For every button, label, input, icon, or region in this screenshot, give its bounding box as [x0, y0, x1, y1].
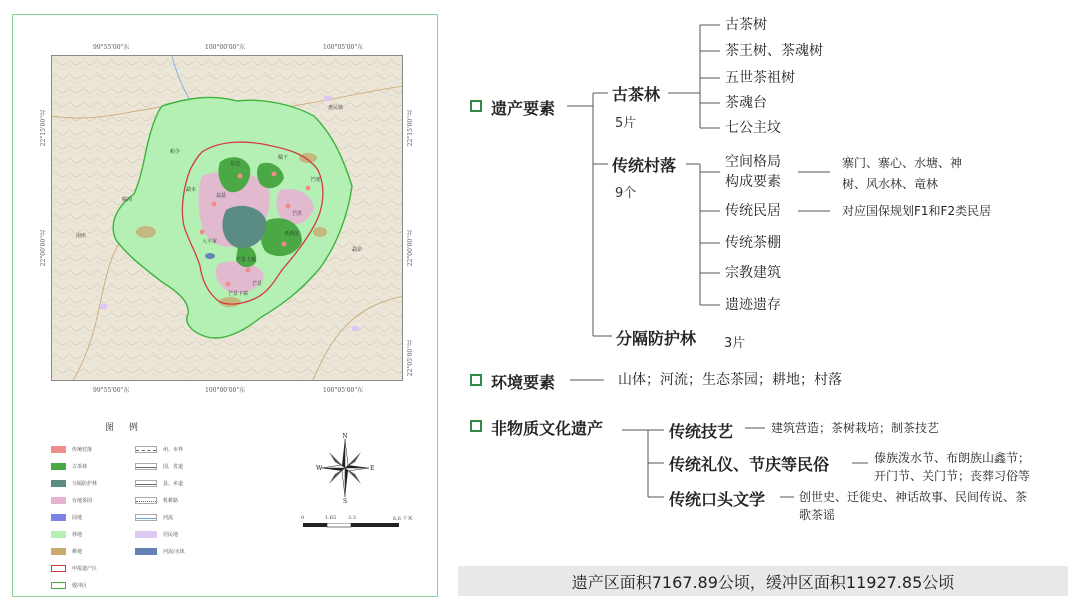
environment-elements-title: 环境要素 — [491, 373, 556, 392]
legend-label: 分隔防护林 — [72, 481, 98, 487]
coord-right-3: 22°05'00"北 — [407, 340, 414, 377]
intangible-bullet-icon — [470, 420, 482, 432]
scale-label-2: 3.3 — [348, 515, 356, 521]
map-place-label: 芒洪 — [292, 211, 303, 217]
legend-label: 国、省道 — [163, 464, 184, 470]
area-summary-text: 遗产区面积7167.89公顷，缓冲区面积11927.85公顷 — [571, 572, 955, 592]
legend-label: 园地 — [72, 515, 83, 521]
legend-label: 台地茶园 — [72, 498, 93, 504]
map-place-label: 勐昂 — [352, 247, 363, 253]
compass-s: S — [342, 498, 348, 503]
spatial-layout-line1: 空间格局 — [725, 154, 781, 170]
spatial-layout-detail-line2: 树、风水林、竜林 — [842, 177, 939, 191]
scale-label-1: 1.65 — [325, 515, 337, 521]
protective-forest-title: 分隔防护林 — [616, 329, 697, 348]
protective-forest-count: 3片 — [724, 336, 746, 351]
ancient-tea-forest-count: 5片 — [615, 116, 637, 131]
map-place-label: 老酒房 — [284, 231, 300, 237]
legend-label: 州、市界 — [163, 447, 184, 453]
legend-label: 耕地 — [72, 549, 83, 555]
map-place-label: 南座 — [76, 233, 87, 239]
environment-detail: 山体；河流；生态茶园；耕地；村落 — [618, 372, 842, 388]
traditional-skills-title: 传统技艺 — [669, 422, 734, 441]
legend-label: 申报遗产区 — [72, 566, 98, 572]
legend-label: 河流 — [163, 515, 174, 521]
heritage-elements-title: 遗产要素 — [491, 99, 556, 118]
coord-bottom-3: 100°05'00"东 — [323, 387, 364, 394]
area-summary-bar — [458, 566, 1068, 596]
oral-literature-detail-line1: 创世史、迁徙史、神话故事、民间传说、茶 — [799, 490, 1028, 504]
map-place-label: 翁基 — [216, 193, 227, 199]
religious-building: 宗教建筑 — [725, 265, 781, 281]
coord-top-1: 99°55'00"东 — [93, 44, 130, 51]
map-place-label: 芒景下寨 — [228, 291, 249, 297]
legend-label: 林地 — [72, 532, 83, 538]
ancient-tea-item-3: 五世茶祖树 — [725, 70, 795, 86]
traditional-village-title: 传统村落 — [612, 156, 677, 175]
ancient-tea-item-5: 七公主坟 — [725, 120, 781, 136]
compass-n: N — [342, 433, 348, 440]
spatial-layout-line2: 构成要素 — [725, 174, 781, 190]
coord-right-2: 22°00'00"北 — [407, 230, 414, 267]
map-place-label: 勐本 — [186, 187, 197, 193]
coord-left-2: 22°00'00"北 — [40, 230, 47, 267]
coord-top-2: 100°00'00"东 — [205, 44, 246, 51]
legend-label: 古茶林 — [72, 464, 88, 470]
map-place-label: 芒景 — [252, 281, 263, 287]
intangible-heritage-title: 非物质文化遗产 — [491, 419, 604, 438]
legend-label: 河流/水体 — [163, 549, 185, 555]
legend-label: 缓冲区 — [72, 583, 88, 589]
legend-label: 县、乡道 — [163, 481, 184, 487]
map-place-label: 芒埂 — [310, 177, 321, 183]
coord-top-3: 100°05'00"东 — [323, 44, 364, 51]
traditional-dwelling: 传统民居 — [725, 203, 781, 219]
coord-left-1: 22°15'00"北 — [40, 110, 47, 147]
spatial-layout-detail-line1: 寨门、寨心、水塘、神 — [842, 156, 963, 170]
compass-e: E — [370, 465, 375, 472]
coord-bottom-1: 99°55'00"东 — [93, 387, 130, 394]
relics-remains: 遗迹遗存 — [725, 297, 781, 313]
map-place-label: 景迈 — [230, 161, 241, 167]
traditional-skills-detail: 建筑营造；茶树栽培；制茶技艺 — [771, 421, 940, 435]
map-place-label: 糯干 — [278, 155, 289, 161]
coord-bottom-2: 100°00'00"东 — [205, 387, 246, 394]
map-place-label: 糯岗 — [122, 197, 133, 203]
legend-label: 居民地 — [163, 532, 179, 538]
legend-label: 传统村落 — [72, 447, 93, 453]
traditional-dwelling-detail: 对应国保规划F1和F2类民居 — [842, 204, 992, 218]
heritage-bullet-icon — [470, 100, 482, 112]
traditional-village-count: 9个 — [615, 186, 637, 201]
coord-right-1: 22°15'00"北 — [407, 110, 414, 147]
oral-literature-title: 传统口头文学 — [669, 490, 766, 509]
traditional-tea-shed: 传统茶棚 — [725, 235, 781, 251]
map-place-label: 芒景上寨 — [236, 257, 257, 263]
map-place-label: 惠民镇 — [328, 105, 344, 111]
map-place-label: 大平掌 — [202, 239, 218, 245]
map-place-label: 帕令 — [170, 149, 181, 155]
legend-label: 机耕路 — [163, 498, 179, 504]
festivals-detail-line1: 傣族泼水节、布朗族山鑫节； — [874, 451, 1031, 465]
ancient-tea-item-4: 茶魂台 — [725, 95, 767, 111]
scale-label-3: 6.6 千米 — [393, 516, 413, 522]
festivals-customs-title: 传统礼仪、节庆等民俗 — [669, 455, 830, 474]
festivals-detail-line2: 开门节、关门节；丧葬习俗等 — [874, 469, 1031, 483]
ancient-tea-item-1: 古茶树 — [725, 17, 767, 33]
ancient-tea-item-2: 茶王树、茶魂树 — [725, 43, 823, 59]
oral-literature-detail-line2: 歌茶谣 — [799, 508, 836, 522]
scale-label-0: 0 — [301, 515, 305, 521]
compass-w: W — [316, 465, 323, 472]
legend-title: 图 例 — [105, 423, 144, 433]
environment-bullet-icon — [470, 374, 482, 386]
ancient-tea-forest-title: 古茶林 — [612, 85, 661, 104]
